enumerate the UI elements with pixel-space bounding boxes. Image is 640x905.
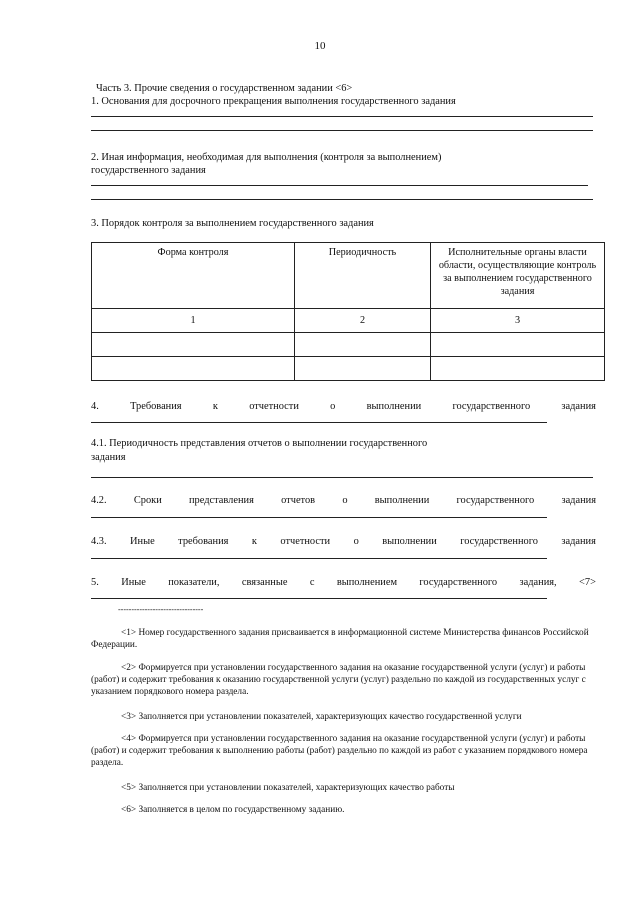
control-table	[91, 242, 605, 381]
page-number: 10	[314, 40, 326, 52]
table-cell	[92, 357, 295, 381]
footnote: <6> Заполняется в целом по государственному заданию.	[121, 805, 345, 815]
blank-line	[91, 477, 593, 478]
table-header-row	[92, 243, 605, 309]
footnote: <3> Заполняется при установлении показателей, характеризующих качество государственной услуги	[121, 712, 522, 722]
blank-line	[91, 598, 547, 599]
col-number: 1	[92, 309, 295, 333]
blank-line	[91, 185, 588, 186]
section42-heading: 4.2. Сроки представления отчетов о выполнении государственного задания	[91, 495, 596, 506]
section5-heading: 5. Иные показатели, связанные с выполнением государственного задания, <7>	[91, 577, 596, 588]
blank-line	[91, 558, 547, 559]
section2-heading: 2. Иная информация, необходимая для выполнения (контроля за выполнением)	[91, 152, 442, 163]
section43-heading: 4.3. Иные требования к отчетности о выполнении государственного задания	[91, 536, 596, 547]
table-cell	[431, 333, 605, 357]
blank-line	[91, 199, 593, 200]
table-cell	[295, 333, 431, 357]
part3-title: Часть 3. Прочие сведения о государственном задании <6>	[96, 83, 353, 94]
footnote: <1> Номер государственного задания присваивается в информационной системе Министерства финансов Российской Федерации.	[91, 628, 589, 650]
blank-line	[91, 130, 593, 131]
col-number: 3	[431, 309, 605, 333]
section4-heading: 4. Требования к отчетности о выполнении государственного задания	[91, 401, 596, 412]
header-authorities: Исполнительные органы власти области, осуществляющие контроль за выполнением государственного задания	[431, 243, 605, 309]
blank-line	[91, 517, 547, 518]
footnote: <5> Заполняется при установлении показателей, характеризующих качество работы	[121, 783, 455, 793]
section41-heading: 4.1. Периодичность представления отчетов о выполнении государственного	[91, 438, 428, 449]
footnote: <2> Формируется при установлении государственного задания на оказание государственной услуги (услуг) и работы (работ) и содержит требования к оказанию государственной услуги (услуг) раздельно по каждой из государственных услуг с указанием порядкового номера раздела.	[91, 663, 586, 697]
blank-line	[91, 422, 547, 423]
section1-heading: 1. Основания для досрочного прекращения выполнения государственного задания	[91, 96, 456, 107]
header-periodicity: Периодичность	[295, 243, 431, 309]
table-cell	[92, 333, 295, 357]
table-cell	[295, 357, 431, 381]
header-form: Форма контроля	[92, 243, 295, 309]
table-cell	[431, 357, 605, 381]
table-row	[92, 357, 605, 381]
table-row	[92, 333, 605, 357]
section41-heading-cont: задания	[91, 452, 126, 463]
table-number-row	[92, 309, 605, 333]
blank-line	[91, 116, 593, 117]
footnote-separator: --------------------------------	[118, 605, 204, 614]
section3-heading: 3. Порядок контроля за выполнением государственного задания	[91, 218, 374, 229]
section2-heading-cont: государственного задания	[91, 165, 206, 176]
col-number: 2	[295, 309, 431, 333]
footnote: <4> Формируется при установлении государственного задания на оказание государственной услуги (услуг) и работы (работ) и содержит требования к выполнению работы (работ) раздельно по каждой из работ с указанием порядкового номера раздела.	[91, 734, 588, 768]
